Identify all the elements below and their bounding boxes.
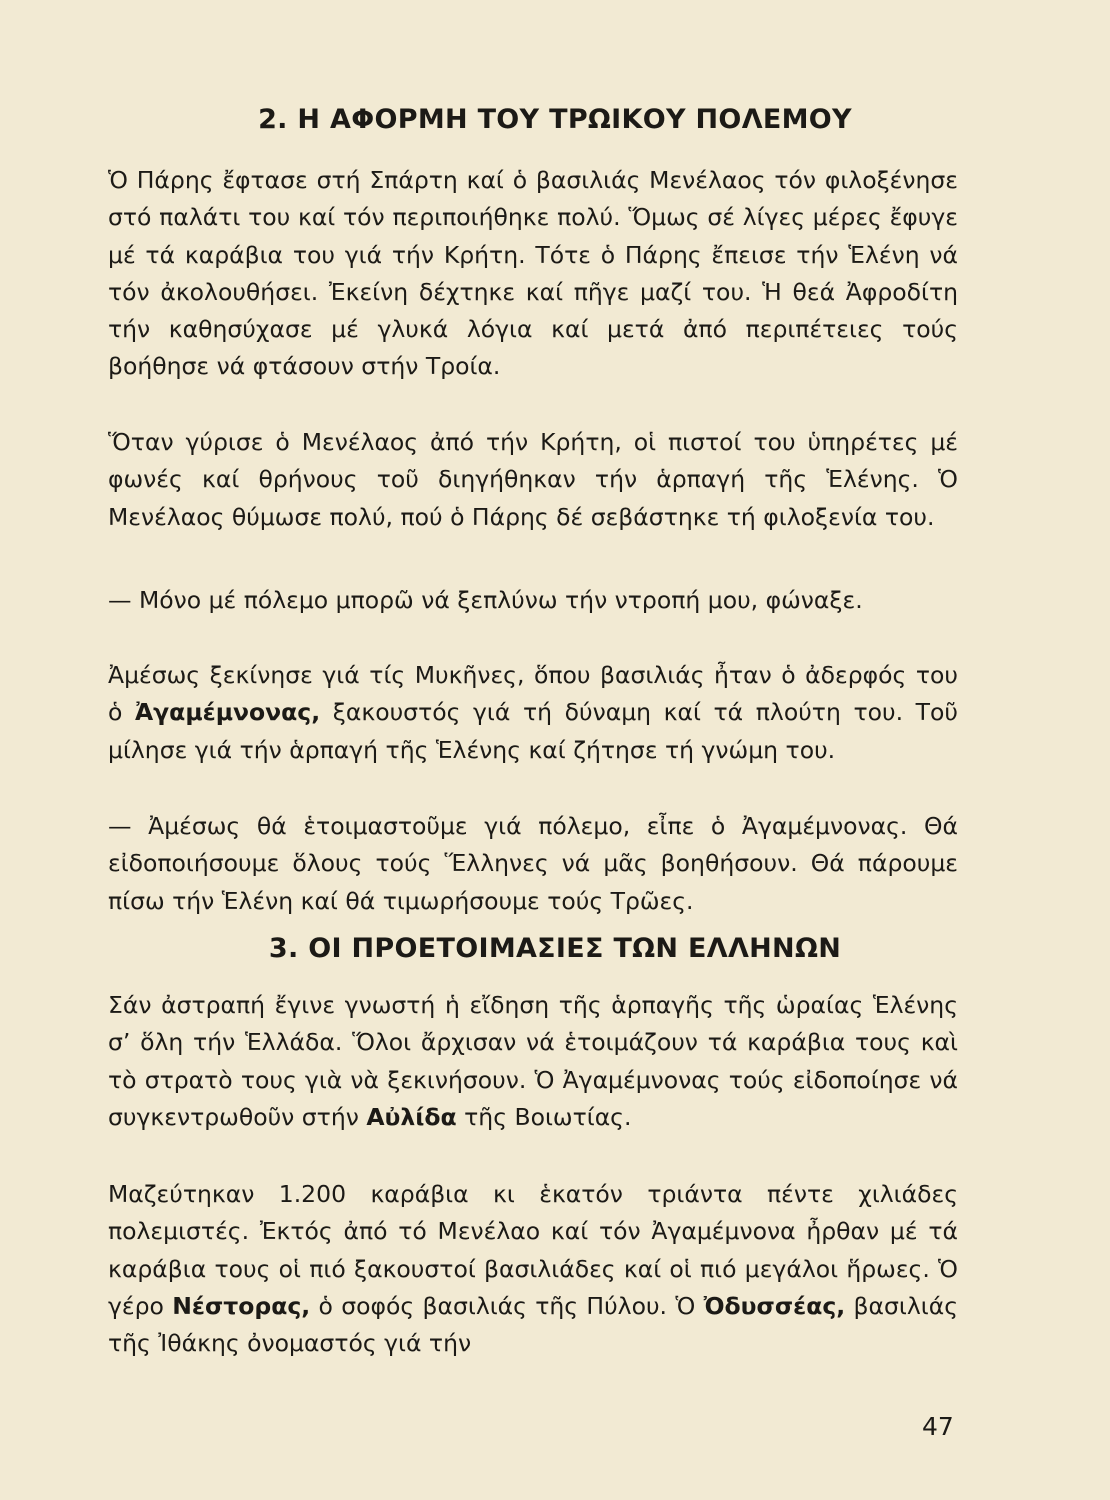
paragraph-text: Μαζεύτηκαν 1.200 καράβια κι ἑκατόν τριάντα πέντε χιλιάδες πολεμιστές. Ἐκτός ἀπό τό Μενέλαο καί τόν Ἀγαμέμνονα ἦρθαν μέ τά καράβια τους οἱ πιό ξακουστοί βασιλιάδες καί οἱ πιό μεγάλοι ἥρωες. Ὁ γέρο bbox=[108, 1180, 958, 1320]
paragraph-paris-in-sparta: Ὁ Πάρης ἔφτασε στή Σπάρτη καί ὁ βασιλιάς Μενέλαος τόν φιλοξένησε στό παλάτι του καί τόν περιποιήθηκε πολύ. Ὅμως σέ λίγες μέρες ἔφυγε μέ τά καράβια του γιά τήν Κρήτη. Τότε ὁ Πάρης ἔπεισε τήν Ἑλένη νά τόν ἀκολουθήσει. Ἐκείνη δέχτηκε καί πῆγε μαζί του. Ἡ θεά Ἀφροδίτη τήν καθησύχασε μέ γλυκά λόγια καί μετά ἀπό περιπέτειες τούς βοήθησε νά φτάσουν στήν Τροία. bbox=[108, 166, 958, 381]
paragraph-text: Ἀμέσως ξεκίνησε γιά τίς Μυκῆνες, ὅπου βασιλιάς ἦταν ὁ ἀδερφός του ὁ bbox=[108, 661, 958, 727]
paragraph-mycenae bbox=[108, 657, 958, 769]
paragraph-text: Σάν ἀστραπή ἔγινε γνωστή ἡ εἴδηση τῆς ἁρπαγῆς τῆς ὡραίας Ἑλένης σ’ ὅλη τήν Ἑλλάδα. Ὅλοι ἄρχισαν νά ἑτοιμάζουν τά καράβια τους καὶ τὸ στρατὸ τους γιὰ νὰ ξεκινήσουν. Ὁ Ἀγαμέμνονας τούς εἰδοποίησε νά συγκεντρωθοῦν στήν bbox=[108, 991, 958, 1131]
name-nestor: Νέστορας, bbox=[172, 1291, 311, 1320]
paragraph-ships-gathered bbox=[108, 1176, 958, 1362]
place-aulis: Αὐλίδα bbox=[366, 1102, 457, 1131]
paragraph-text: βασιλιάς τῆς Ἰθάκης ὀνομαστός γιά τήν bbox=[108, 1291, 958, 1358]
paragraph-news-spreads bbox=[108, 987, 958, 1136]
section-3-heading: 3. ΟΙ ΠΡΟΕΤΟΙΜΑΣΙΕΣ ΤΩΝ ΕΛΛΗΝΩΝ bbox=[268, 933, 842, 964]
paragraph-text: τῆς Βοιωτίας. bbox=[456, 1102, 632, 1131]
paragraph-agamemnon-quote: — Ἀμέσως θά ἑτοιμαστοῦμε γιά πόλεμο, εἶπε ὁ Ἀγαμέμνονας. Θά εἰδοποιήσουμε ὅλους τούς Ἕλληνες νά μᾶς βοηθήσουν. Θά πάρουμε πίσω τήν Ἑλένη καί θά τιμωρήσουμε τούς Τρῶες. bbox=[108, 812, 958, 915]
paragraph-text: ὁ σοφός βασιλιάς τῆς Πύλου. Ὁ bbox=[310, 1291, 704, 1320]
paragraph-menelaus-quote: — Μόνο μέ πόλεμο μπορῶ νά ξεπλύνω τήν ντροπή μου, φώναξε. bbox=[108, 586, 863, 614]
page-number: 47 bbox=[922, 1412, 954, 1441]
paragraph-text: ξακουστός γιά τή δύναμη καί τά πλούτη του. Τοῦ μίλησε γιά τήν ἁρπαγή τῆς Ἑλένης καί ζήτησε τή γνώμη του. bbox=[108, 698, 958, 764]
name-odysseus: Ὀδυσσέας, bbox=[703, 1291, 846, 1320]
name-agamemnon: Ἀγαμέμνονας, bbox=[134, 698, 321, 727]
paragraph-menelaus-returns: Ὅταν γύρισε ὁ Μενέλαος ἀπό τήν Κρήτη, οἱ πιστοί του ὑπηρέτες μέ φωνές καί θρήνους τοῦ διηγήθηκαν τήν ἁρπαγή τῆς Ἑλένης. Ὁ Μενέλαος θύμωσε πολύ, πού ὁ Πάρης δέ σεβάστηκε τή φιλοξενία του. bbox=[108, 428, 958, 531]
section-2-heading: 2. Η ΑΦΟΡΜΗ ΤΟΥ ΤΡΩΙΚΟΥ ΠΟΛΕΜΟΥ bbox=[258, 104, 852, 135]
